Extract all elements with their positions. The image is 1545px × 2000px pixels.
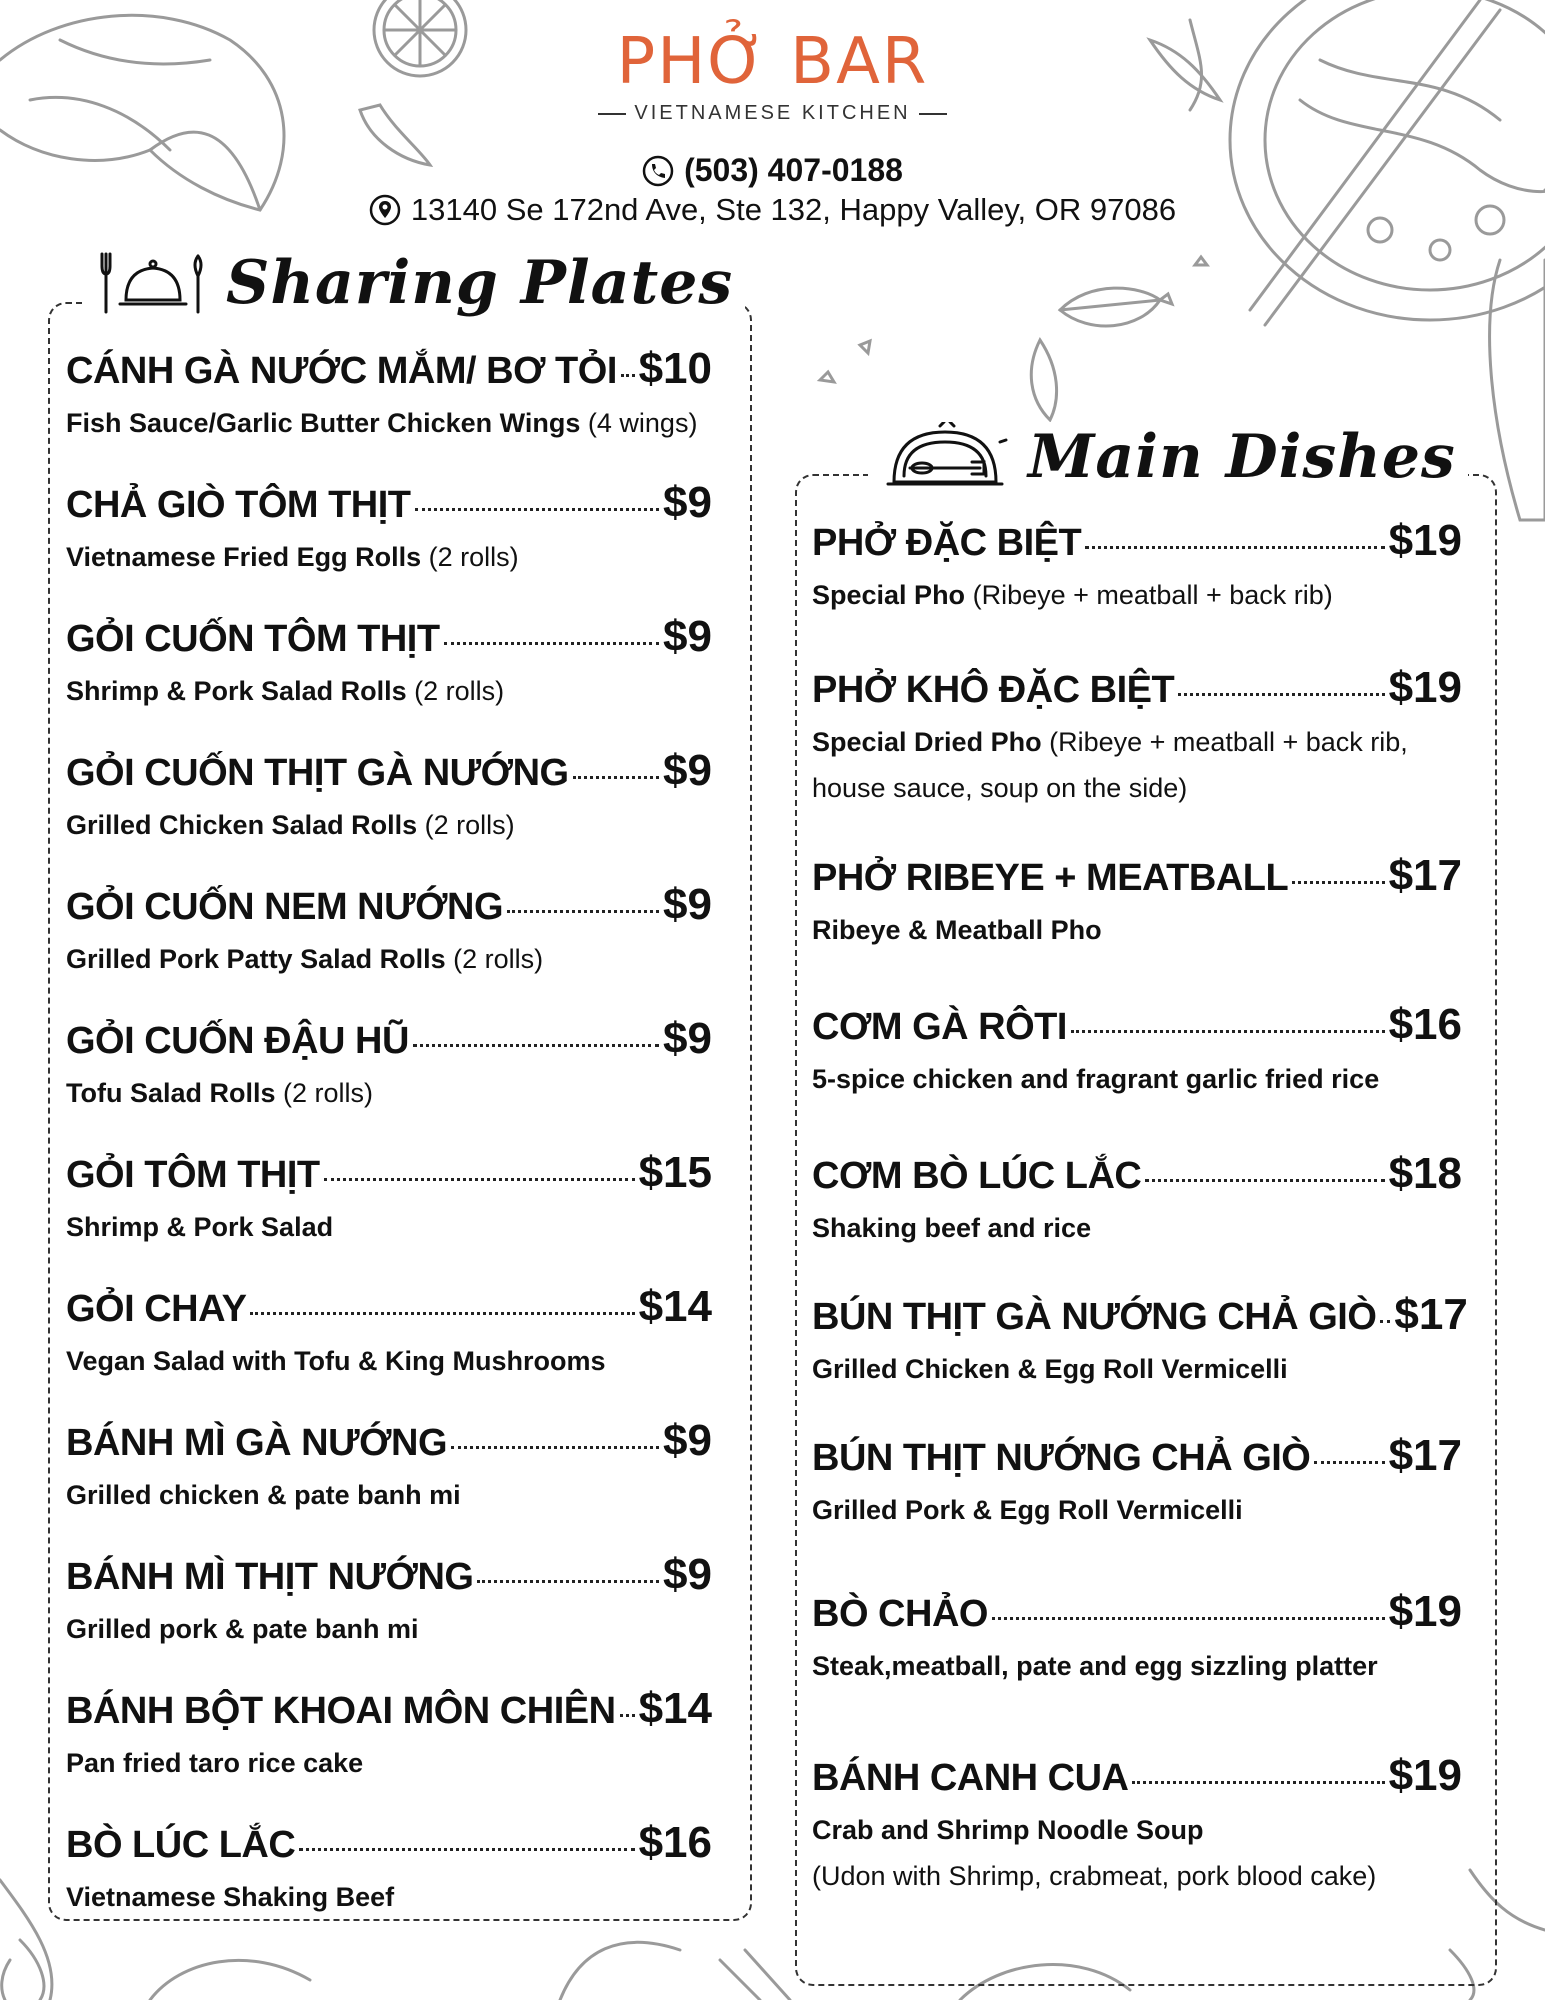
menu-item-note: (Ribeye + meatball + back rib): [972, 580, 1333, 610]
menu-item-english-name: Grilled Pork & Egg Roll Vermicelli: [812, 1495, 1243, 1525]
menu-item-row: [66, 344, 712, 394]
menu-item-name: BÒ LÚC LẮC: [66, 1824, 296, 1866]
menu-item-description: [812, 1205, 1462, 1251]
contact-phone-line: [0, 152, 1545, 189]
sharing-plates-title: Sharing Plates: [226, 248, 734, 318]
menu-item-description: [812, 1643, 1462, 1689]
menu-item-name: CÁNH GÀ NƯỚC MẮM/ BƠ TỎI: [66, 350, 617, 392]
menu-item-description: [66, 802, 712, 848]
dot-leader: [1314, 1461, 1384, 1464]
menu-item-name: GỎI CUỐN TÔM THỊT: [66, 618, 440, 660]
menu-item-price: $17: [1388, 1431, 1462, 1480]
menu-item-row: [66, 478, 712, 528]
menu-item-price: $19: [1388, 1751, 1462, 1800]
dot-leader: [477, 1580, 659, 1583]
menu-item-name: GỎI CUỐN NEM NƯỚNG: [66, 886, 504, 928]
dot-leader: [1145, 1179, 1384, 1182]
menu-item-english-name: Special Pho: [812, 580, 966, 610]
menu-item-note: (Ribeye + meatball + back rib,: [1049, 727, 1408, 757]
phone-number: (503) 407-0188: [684, 152, 903, 188]
menu-item: [812, 1587, 1462, 1689]
menu-item-description: [812, 1807, 1462, 1853]
contact-address-line: [0, 192, 1545, 228]
menu-item: [812, 516, 1462, 618]
dot-leader: [324, 1178, 635, 1181]
menu-item: [66, 1014, 712, 1116]
menu-item-english-name: Shaking beef and rice: [812, 1213, 1092, 1243]
tagline-text: VIETNAMESE KITCHEN: [634, 102, 911, 124]
menu-item-description: [66, 1070, 712, 1116]
menu-item-price: $19: [1388, 1587, 1462, 1636]
menu-item-note: (2 rolls): [414, 676, 505, 706]
brand-tagline: [598, 102, 946, 125]
menu-item-price: $18: [1388, 1149, 1462, 1198]
brand-header: [0, 25, 1545, 125]
menu-item-row: [66, 1550, 712, 1600]
menu-item-name: GỎI CUỐN THỊT GÀ NƯỚNG: [66, 752, 569, 794]
menu-item-row: [812, 1149, 1462, 1199]
dot-leader: [451, 1446, 659, 1449]
menu-item-english-name: Grilled Chicken Salad Rolls: [66, 810, 418, 840]
menu-item-name: PHỞ RIBEYE + MEATBALL: [812, 857, 1289, 899]
menu-item-name: GỎI TÔM THỊT: [66, 1154, 320, 1196]
menu-item-english-name: Vietnamese Shaking Beef: [66, 1882, 395, 1912]
menu-item: [66, 746, 712, 848]
menu-item-name: PHỞ KHÔ ĐẶC BIỆT: [812, 669, 1175, 711]
dot-leader: [1292, 881, 1384, 884]
menu-item-price: $9: [663, 612, 712, 661]
brand-logo: PHỞ BAR: [616, 25, 929, 99]
dot-leader: [250, 1312, 634, 1315]
menu-item-english-name: 5-spice chicken and fragrant garlic fried rice: [812, 1064, 1380, 1094]
menu-item-description: [66, 1472, 712, 1518]
menu-item: [812, 663, 1462, 811]
menu-item-description: [66, 1874, 712, 1920]
menu-item-name: BÁNH BỘT KHOAI MÔN CHIÊN: [66, 1690, 616, 1732]
menu-item-note: (2 rolls): [453, 944, 544, 974]
menu-item-english-name: Grilled Chicken & Egg Roll Vermicelli: [812, 1354, 1288, 1384]
menu-item-description: [812, 572, 1462, 618]
menu-item-row: [812, 663, 1462, 713]
menu-item-description: [66, 1606, 712, 1652]
menu-item: [66, 1416, 712, 1518]
menu-item-row: [66, 1416, 712, 1466]
menu-item-price: $17: [1394, 1290, 1468, 1339]
menu-item: [812, 1290, 1468, 1392]
menu-item-row: [812, 1751, 1462, 1801]
menu-item-note: (2 rolls): [428, 542, 519, 572]
menu-item-price: $15: [638, 1148, 712, 1197]
menu-item-row: [812, 1000, 1462, 1050]
dot-leader: [573, 776, 659, 779]
sharing-plates-list: [66, 344, 712, 1924]
menu-item: [66, 1818, 712, 1920]
menu-item-price: $9: [663, 1416, 712, 1465]
basil-leaf-sketch-icon: [1031, 288, 1160, 420]
menu-item: [812, 851, 1462, 953]
phone-icon: [642, 155, 674, 187]
menu-item-description: [66, 936, 712, 982]
sharing-plates-heading: [86, 248, 745, 318]
main-dishes-heading: [868, 422, 1468, 492]
menu-item: [66, 612, 712, 714]
main-dishes-title: Main Dishes: [1028, 422, 1456, 492]
menu-item-row: [812, 1431, 1462, 1481]
menu-item: [66, 1282, 712, 1384]
menu-item-english-name: Special Dried Pho: [812, 727, 1042, 757]
menu-item-price: $9: [663, 880, 712, 929]
menu-item-name: BÚN THỊT GÀ NƯỚNG CHẢ GIÒ: [812, 1296, 1377, 1338]
dot-leader: [413, 1044, 659, 1047]
menu-item-row: [66, 612, 712, 662]
address-text: 13140 Se 172nd Ave, Ste 132, Happy Valley, OR 97086: [410, 192, 1177, 227]
menu-item-description-continued: [812, 765, 1462, 811]
tagline-right-rule: [919, 113, 947, 115]
menu-item-description: [66, 1204, 712, 1250]
menu-item-price: $16: [638, 1818, 712, 1867]
menu-item: [812, 1000, 1462, 1102]
menu-item-description-continued: [812, 1853, 1462, 1899]
menu-item-note: (2 rolls): [283, 1078, 374, 1108]
menu-item-description: [812, 719, 1462, 765]
menu-item-english-name: Shrimp & Pork Salad: [66, 1212, 334, 1242]
menu-item-name: BÁNH CANH CUA: [812, 1757, 1129, 1799]
menu-item: [66, 1550, 712, 1652]
menu-item-name: GỎI CHAY: [66, 1288, 247, 1330]
menu-item-row: [66, 1148, 712, 1198]
menu-item-english-name: Grilled pork & pate banh mi: [66, 1614, 419, 1644]
menu-item-row: [66, 1684, 712, 1734]
menu-item-price: $14: [638, 1684, 712, 1733]
menu-item-row: [812, 1587, 1462, 1637]
dot-leader: [1085, 546, 1384, 549]
menu-item-description: [66, 400, 712, 446]
dot-leader: [621, 374, 635, 377]
menu-item: [66, 880, 712, 982]
menu-item-price: $19: [1388, 663, 1462, 712]
menu-item-english-name: Steak,meatball, pate and egg sizzling platter: [812, 1651, 1378, 1681]
menu-item-note: (4 wings): [587, 408, 698, 438]
dot-leader: [992, 1617, 1385, 1620]
menu-item-english-name: Grilled chicken & pate banh mi: [66, 1480, 461, 1510]
menu-item-name: CƠM GÀ RÔTI: [812, 1006, 1067, 1048]
menu-item-price: $9: [663, 1550, 712, 1599]
menu-item-name: CƠM BÒ LÚC LẮC: [812, 1155, 1142, 1197]
menu-item-price: $17: [1388, 851, 1462, 900]
menu-item-row: [66, 880, 712, 930]
menu-item-note: (2 rolls): [424, 810, 515, 840]
menu-item-note-continued: (Udon with Shrimp, crabmeat, pork blood cake): [812, 1861, 1377, 1891]
menu-item-price: $10: [638, 344, 712, 393]
dot-leader: [415, 508, 660, 511]
menu-item-english-name: Fish Sauce/Garlic Butter Chicken Wings: [66, 408, 581, 438]
menu-item-name: PHỞ ĐẶC BIỆT: [812, 522, 1082, 564]
dot-leader: [1178, 693, 1384, 696]
menu-item-english-name: Vegan Salad with Tofu & King Mushrooms: [66, 1346, 606, 1376]
menu-item-description: [812, 1056, 1462, 1102]
main-dishes-list: [812, 516, 1468, 1956]
menu-item: [812, 1751, 1462, 1899]
menu-item-description: [66, 668, 712, 714]
menu-item: [812, 1149, 1462, 1251]
menu-item-row: [812, 1290, 1468, 1340]
menu-item-english-name: Shrimp & Pork Salad Rolls: [66, 676, 407, 706]
menu-item-description: [812, 907, 1462, 953]
dot-leader: [1071, 1030, 1385, 1033]
menu-item-english-name: Ribeye & Meatball Pho: [812, 915, 1102, 945]
menu-item-name: BÁNH MÌ GÀ NƯỚNG: [66, 1422, 448, 1464]
menu-item-description: [66, 1740, 712, 1786]
menu-item: [66, 1684, 712, 1786]
menu-item-price: $9: [663, 478, 712, 527]
tagline-left-rule: [598, 113, 626, 115]
menu-item-english-name: Grilled Pork Patty Salad Rolls: [66, 944, 446, 974]
menu-item-price: $9: [663, 1014, 712, 1063]
cloche-dish-icon: [98, 248, 208, 318]
menu-item-row: [66, 746, 712, 796]
menu-item-price: $14: [638, 1282, 712, 1331]
menu-item-name: CHẢ GIÒ TÔM THỊT: [66, 484, 411, 526]
menu-item: [812, 1431, 1462, 1533]
menu-item: [66, 478, 712, 580]
menu-item-description: [812, 1487, 1462, 1533]
menu-item-price: $19: [1388, 516, 1462, 565]
menu-item-row: [66, 1818, 712, 1868]
menu-item-description: [66, 534, 712, 580]
menu-item-price: $9: [663, 746, 712, 795]
menu-item-row: [66, 1282, 712, 1332]
location-pin-icon: [369, 194, 401, 226]
menu-item-name: BÚN THỊT NƯỚNG CHẢ GIÒ: [812, 1437, 1311, 1479]
menu-item-row: [812, 516, 1462, 566]
menu-item-english-name: Vietnamese Fried Egg Rolls: [66, 542, 422, 572]
menu-item-price: $16: [1388, 1000, 1462, 1049]
menu-item-row: [66, 1014, 712, 1064]
dot-leader: [444, 642, 659, 645]
menu-item-note-continued: house sauce, soup on the side): [812, 773, 1188, 803]
menu-item-name: GỎI CUỐN ĐẬU HŨ: [66, 1020, 409, 1062]
menu-item-description: [66, 1338, 712, 1384]
dot-leader: [620, 1714, 635, 1717]
dot-leader: [1380, 1320, 1390, 1323]
menu-item-english-name: Pan fried taro rice cake: [66, 1748, 364, 1778]
menu-item-name: BÒ CHẢO: [812, 1593, 988, 1635]
menu-item-english-name: Tofu Salad Rolls: [66, 1078, 276, 1108]
dot-leader: [507, 910, 659, 913]
menu-item-english-name: Crab and Shrimp Noodle Soup: [812, 1815, 1204, 1845]
menu-item: [66, 344, 712, 446]
menu-item-description: [812, 1346, 1462, 1392]
menu-item-name: BÁNH MÌ THỊT NƯỚNG: [66, 1556, 474, 1598]
plate-cutlery-icon: [880, 422, 1010, 492]
menu-item: [66, 1148, 712, 1250]
dot-leader: [299, 1848, 634, 1851]
dot-leader: [1132, 1781, 1384, 1784]
menu-item-row: [812, 851, 1462, 901]
